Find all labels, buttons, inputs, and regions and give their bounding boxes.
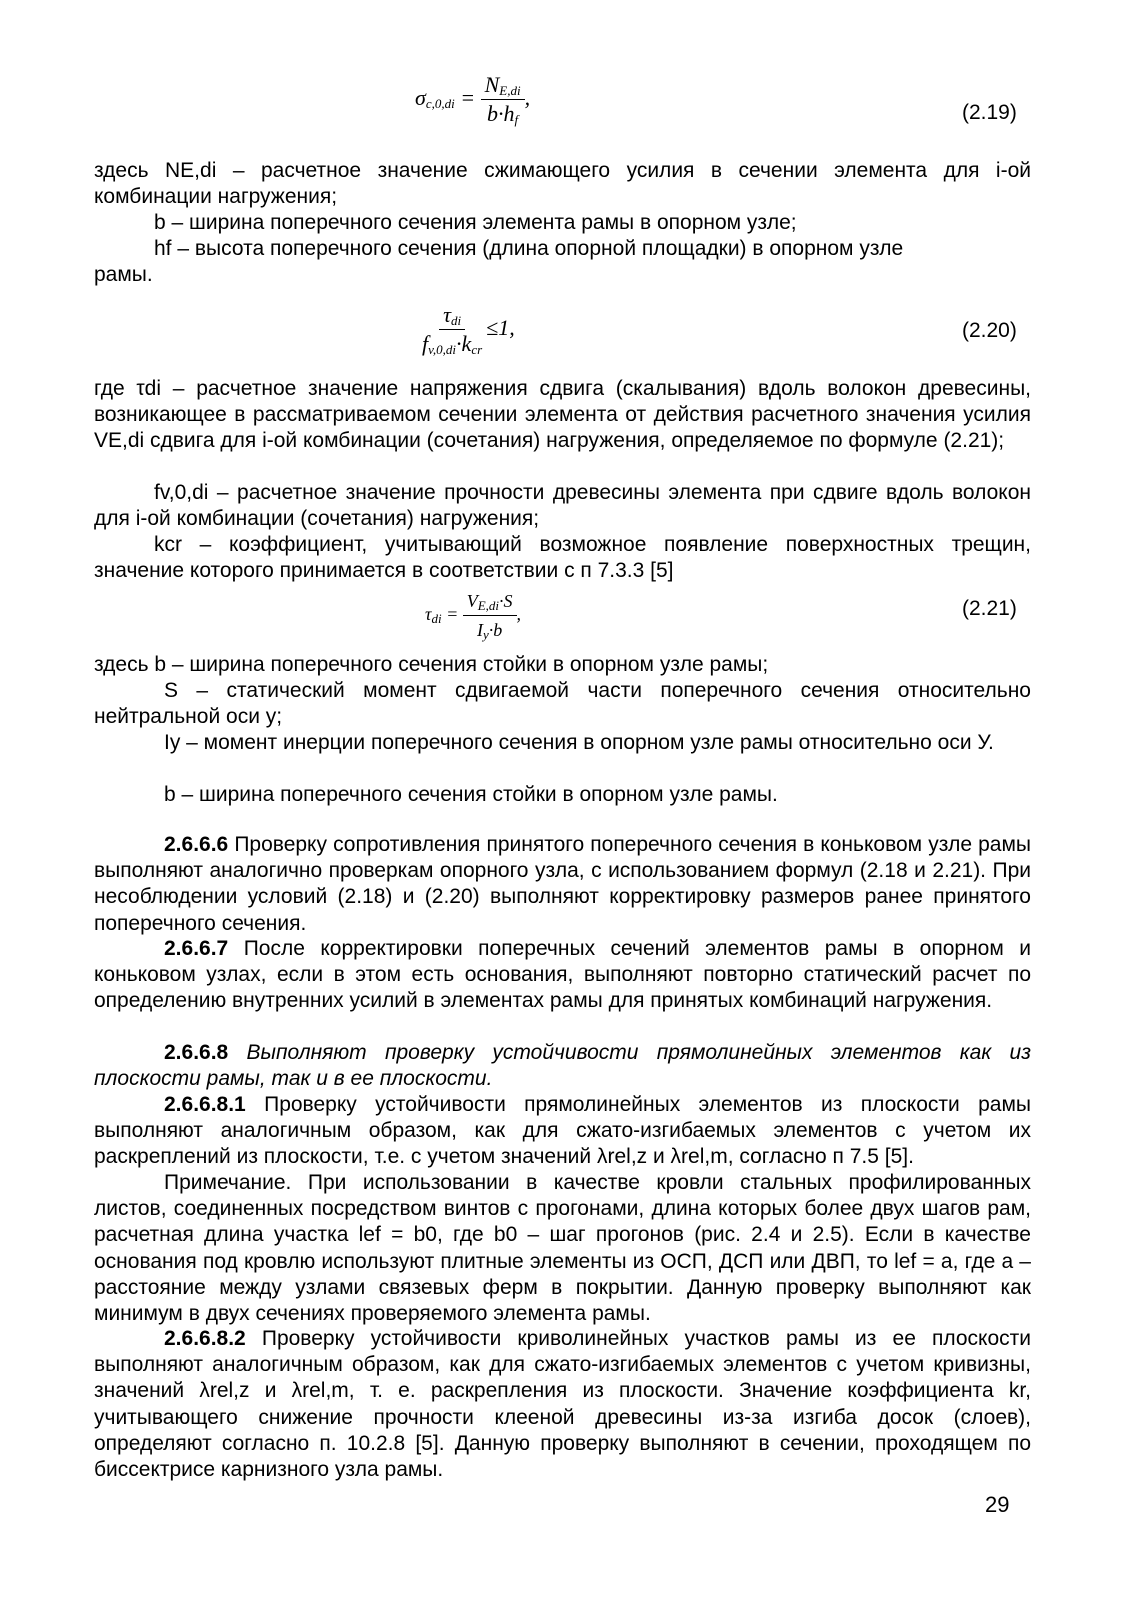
paragraph: kcr – коэффициент, учитывающий возможное появление поверхностных трещин, значение которого принимается в соответствии с п 7.3.3 [5]	[94, 533, 1031, 583]
section-2-6-6-7: 2.6.6.7 После корректировки поперечных сечений элементов рамы в опорном и коньковом узлах, если в этом есть основания, выполняют повторно статический расчет по определению внутренних усилий в элементах рамы для принятых комбинаций нагружения.	[94, 937, 1031, 1013]
equation-number: (2.21)	[962, 597, 1017, 620]
paragraph: S – статический момент сдвигаемой части поперечного сечения относительно нейтральной оси y;	[94, 679, 1031, 729]
paragraph: b – ширина поперечного сечения стойки в опорном узле рамы.	[164, 783, 778, 806]
section-2-6-6-8: 2.6.6.8 Выполняют проверку устойчивости прямолинейных элементов как из плоскости рамы, так и в ее плоскости.	[94, 1041, 1031, 1091]
section-2-6-6-8-1: 2.6.6.8.1 Проверку устойчивости прямолинейных элементов из плоскости рамы выполняют аналогичным образом, как для сжато-изгибаемых элементов с учетом их раскреплений из плоскости, т.е. с учетом значений λrel,z и λrel,m, согласно п 7.5 [5].	[94, 1093, 1032, 1169]
formula-fraction: $\frac{\tau_{di}}{f_{v,0,di}\cdot k_{cr}}$	[422, 302, 483, 358]
section-2-6-6-6: 2.6.6.6 Проверку сопротивления принятого поперечного сечения в коньковом узле рамы выполняют аналогично проверкам опорного узла, с использованием формул (2.18 и 2.21). При несоблюдении условий (2.18) и (2.20) выполняют корректировку размеров ранее принятого поперечного сечения.	[94, 833, 1031, 935]
section-2-6-6-8-2: 2.6.6.8.2 Проверку устойчивости криволинейных участков рамы из ее плоскости выполняют аналогичным образом, как для сжато-изгибаемых элементов с учетом кривизны, значений λrel,z и λrel,m, т. е. раскрепления из плоскости. Значение коэффициента kr, учитывающего снижение прочности клееной древесины из-за изгиба досок (слоев), определяют согласно п. 10.2.8 [5]. Данную проверку выполняют в сечении, проходящем по биссектрисе карнизного узла рамы.	[94, 1327, 1031, 1482]
note-paragraph: Примечание. При использовании в качестве кровли стальных профилированных листов, соединенных посредством винтов с прогонами, длина которых более двух шагов рам, расчетная длина участка lef = b0, где b0 – шаг прогонов (рис. 2.4 и 2.5). Если в качестве основания под кровлю используют плитные элементы из ОСП, ДСП или ДВП, то lef = a, где a – расстояние между узлами связевых ферм в покрытии. Данную проверку выполняют как минимум в двух сечениях проверяемого элемента рамы.	[94, 1171, 1031, 1326]
equation-number: (2.19)	[962, 101, 1017, 124]
equation-number: (2.20)	[962, 319, 1017, 342]
paragraph: b – ширина поперечного сечения элемента рамы в опорном узле;	[154, 211, 797, 234]
paragraph: hf – высота поперечного сечения (длина опорной площадки) в опорном узле	[154, 237, 904, 260]
page-number: 29	[985, 1492, 1010, 1517]
formula-lhs: $\tau_{di}$	[425, 603, 442, 626]
formula-fraction: $\frac{N_{E,di}}{b\cdot h_f}$	[481, 72, 525, 127]
formula-2-20: $\frac{\tau_{di}}{f_{v,0,di}\cdot k_{cr}}$ ≤1,	[418, 302, 515, 357]
paragraph: где τdi – расчетное значение напряжения сдвига (скалывания) вдоль волокон древесины, возникающее в рассматриваемом сечении элемента от действия расчетного значения усилия VE,di сдвига для i-ой комбинации (сочетания) нагружения, определяемое по формуле (2.21);	[94, 377, 1031, 453]
formula-fraction: $\frac{V_{E,di}\cdot S}{I_y\cdot b}$	[463, 588, 517, 643]
paragraph: Iy – момент инерции поперечного сечения в опорном узле рамы относительно оси У.	[164, 731, 994, 754]
formula-2-21: $\tau_{di}$ = $\frac{V_{E,di}\cdot S}{I_y\cdot b}$ ,	[425, 588, 521, 643]
formula-lhs: $\sigma_{c,0,di}$	[415, 84, 455, 111]
formula-2-19: $\sigma_{c,0,di}$ = $\frac{N_{E,di}}{b\cdot h_f}$ ,	[415, 72, 531, 128]
paragraph: рамы.	[94, 263, 153, 286]
paragraph: fv,0,di – расчетное значение прочности древесины элемента при сдвиге вдоль волокон для i-ой комбинации (сочетания) нагружения;	[94, 481, 1031, 531]
paragraph: здесь b – ширина поперечного сечения стойки в опорном узле рамы;	[94, 653, 769, 676]
paragraph: здесь NE,di – расчетное значение сжимающего усилия в сечении элемента для i-ой комбинации нагружения;	[94, 159, 1031, 209]
